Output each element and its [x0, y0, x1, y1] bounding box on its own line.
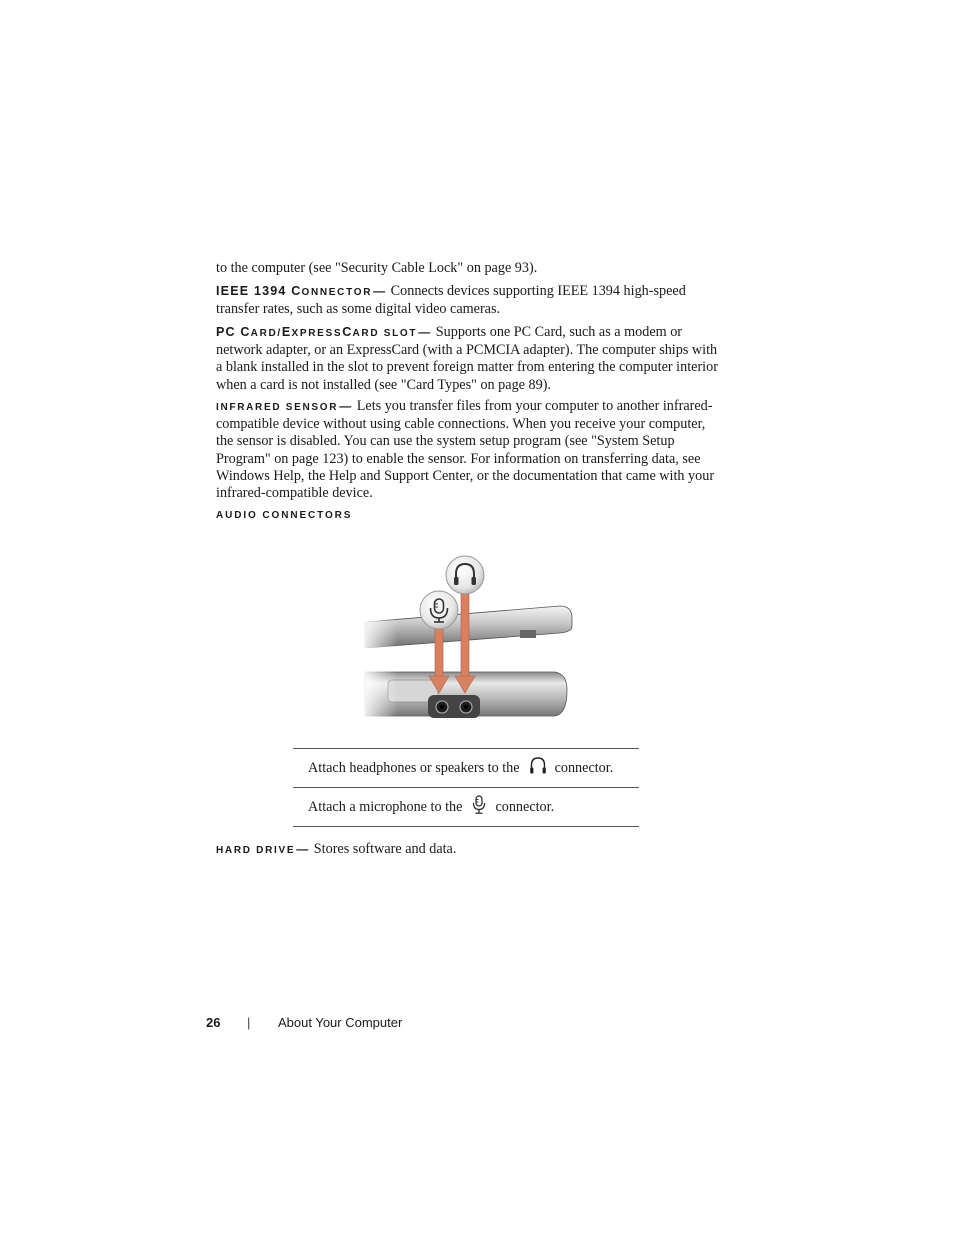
footer-separator: | [247, 1015, 251, 1030]
page-number: 26 [206, 1015, 221, 1030]
ieee1394-term: IEEE 1394 CONNECTOR [216, 284, 373, 298]
em-dash: — [339, 399, 352, 413]
infrared-term: INFRARED SENSOR [216, 402, 339, 413]
infrared-entry [216, 398, 718, 502]
pc-card-term: PC CARD/EXPRESSCARD SLOT [216, 325, 418, 339]
microphone-icon [420, 591, 458, 629]
section-title: About Your Computer [278, 1015, 403, 1030]
audio-connectors-heading: AUDIO CONNECTORS [216, 510, 353, 521]
microphone-caption-row [293, 787, 639, 826]
ieee1394-description: Connects devices supporting IEEE 1394 high-speed transfer rates, such as some digital video cameras. [216, 283, 686, 318]
audio-connector-table [293, 748, 639, 827]
audio-connectors-figure [360, 550, 575, 722]
headphones-icon [529, 756, 547, 781]
em-dash: — [296, 842, 309, 856]
em-dash: — [373, 284, 386, 298]
headphones-caption-row [293, 749, 639, 787]
laptop-side-illustration [360, 550, 575, 722]
continuation-text: to the computer (see "Security Cable Lock" on page 93). [216, 260, 538, 276]
infrared-description: Lets you transfer files from your computer to another infrared-compatible device without using cable connections. When you receive your computer, the sensor is disabled. You can use the system setup program (see "System Setup Program" on page 123) to enable the sensor. For information on transferring data, see Windows Help, the Help and Support Center, or the documentation that came with your infrared-compatible device. [216, 398, 715, 502]
caption-text: Attach a microphone to the [308, 798, 463, 815]
caption-text: connector. [554, 759, 614, 776]
ieee1394-entry [216, 283, 718, 318]
hard-drive-term: HARD DRIVE [216, 845, 296, 856]
hard-drive-description: Stores software and data. [313, 841, 457, 857]
headphones-icon [446, 556, 484, 594]
hard-drive-entry [216, 841, 718, 859]
microphone-icon [471, 795, 487, 820]
caption-text: connector. [495, 798, 555, 815]
pc-card-description: Supports one PC Card, such as a modem or network adapter, or an ExpressCard (with a PCMCIA adapter). The computer ships with a blank installed in the slot to prevent foreign matter from entering the computer interior when a card is not installed (see "Card Types" on page 89). [216, 324, 718, 393]
em-dash: — [418, 325, 431, 339]
pc-card-entry [216, 324, 718, 394]
caption-text: Attach headphones or speakers to the [308, 759, 520, 776]
